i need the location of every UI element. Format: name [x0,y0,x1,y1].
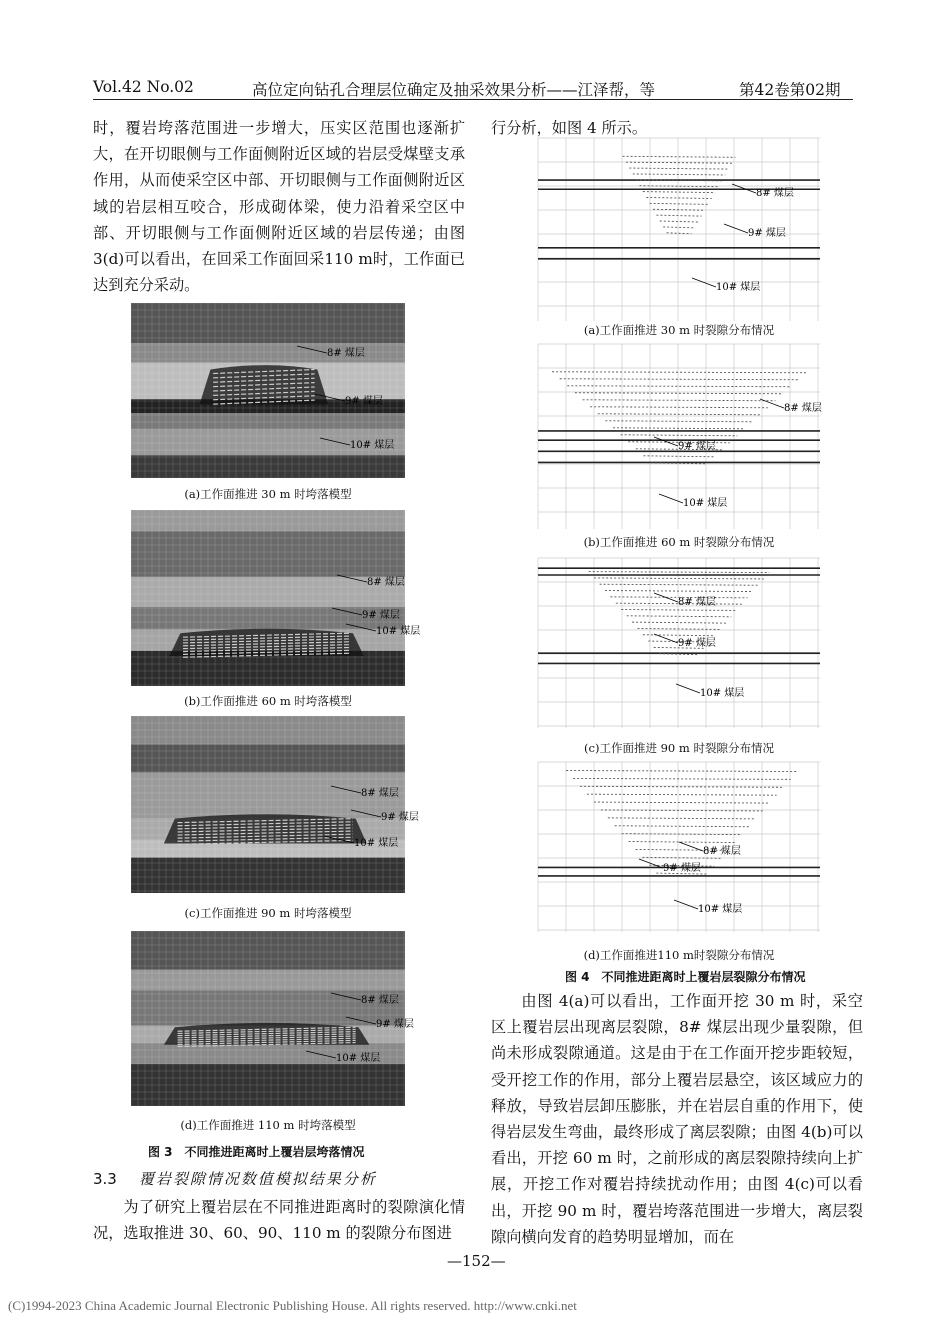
collapse-model-caption: (c)工作面推进 90 m 时垮落模型 [184,906,352,920]
seam-9-label: 9# 煤层 [663,863,701,874]
collapse-model-caption: (a)工作面推进 30 m 时垮落模型 [184,487,352,501]
running-title: 高位定向钻孔合理层位确定及抽采效果分析——江泽帮，等 [252,81,656,99]
seam-8-label: 8# 煤层 [703,846,741,857]
seam-10-label: 10# 煤层 [354,838,399,849]
collapse-model-image [131,510,421,686]
collapse-model-image [131,303,405,478]
journal-volume: Vol.42 No.02 [93,78,194,96]
crack-distribution-image [538,762,820,932]
seam-8-label: 8# 煤层 [784,403,822,414]
seam-9-label: 9# 煤层 [678,638,716,649]
right-top-text-line: 行分析，如图 4 所示。 [491,119,648,137]
seam-10-label: 10# 煤层 [350,440,395,451]
collapse-model-image [131,716,419,893]
seam-8-label: 8# 煤层 [367,577,405,588]
left-paragraph-text: 时，覆岩垮落范围进一步增大，压实区范围也逐渐扩大，在开切眼侧与工作面侧附近区域的岩层受煤壁支承作用，从而使采空区中部、开切眼侧与工作面侧附近区域的岩层相互咬合，形成砌体梁，使力沿着采空区中部、开切眼侧与工作面侧附近区域的岩层传递；由图3(d)可以看出，在回采工作面回采110 m时，工作面已达到充分采动。 [93,119,465,295]
journal-issue: 第42卷第02期 [739,81,841,99]
crack-distribution-caption: (c)工作面推进 90 m 时裂隙分布情况 [584,741,774,755]
section-paragraph-text: 为了研究上覆岩层在不同推进距离时的裂隙演化情况，选取推进 30、60、90、110 m 的裂隙分布图进 [93,1198,465,1243]
crack-distribution-image [538,138,820,321]
section-heading [93,1168,377,1189]
right-paragraph-text: 由图 4(a)可以看出，工作面开挖 30 m 时，采空区上覆岩层出现离层裂隙，8# 煤层出现少量裂隙，但尚未形成裂隙通道。这是由于在工作面开挖步距较短，受开挖工作的作用，部分上覆岩层悬空，该区域应力的释放，导致岩层卸压膨胀，并在岩层自重的作用下，使得岩层发生弯曲，最终形成了离层裂隙；由图 4(b)可以看出，开挖 60 m 时，之前形成的离层裂隙持续向上扩展，开挖工作对覆岩持续扰动作用；由图 4(c)可以看出，开挖 90 m 时，覆岩垮落范围进一步增大，离层裂隙向横向发育的趋势明显增加，而在 [491,992,863,1246]
section-title: 覆岩裂隙情况数值模拟结果分析 [138,1170,377,1188]
collapse-model-image [131,931,414,1106]
seam-10-label: 10# 煤层 [336,1053,381,1064]
header-rule [93,99,853,100]
seam-8-label: 8# 煤层 [756,188,794,199]
crack-distribution-caption: (b)工作面推进 60 m 时裂隙分布情况 [583,535,775,549]
seam-8-label: 8# 煤层 [678,597,716,608]
crack-distribution-caption: (a)工作面推进 30 m 时裂隙分布情况 [583,323,775,337]
page-number: —152— [447,1252,506,1270]
seam-10-label: 10# 煤层 [683,498,728,509]
crack-distribution-caption: (d)工作面推进110 m时裂隙分布情况 [583,948,775,962]
section-number: 3.3 [93,1170,117,1188]
seam-10-label: 10# 煤层 [700,688,745,699]
crack-distribution-image [538,558,820,728]
seam-10-label: 10# 煤层 [376,626,421,637]
seam-10-label: 10# 煤层 [716,282,761,293]
figure-4-title: 图 4 不同推进距离时上覆岩层裂隙分布情况 [565,970,806,984]
seam-9-label: 9# 煤层 [345,396,383,407]
crack-distribution-image [538,344,820,529]
seam-9-label: 9# 煤层 [381,812,419,823]
seam-10-label: 10# 煤层 [698,904,743,915]
seam-8-label: 8# 煤层 [327,348,365,359]
seam-9-label: 9# 煤层 [678,441,716,452]
right-paragraph [491,988,863,1250]
seam-8-label: 8# 煤层 [361,788,399,799]
seam-8-label: 8# 煤层 [361,995,399,1006]
section-paragraph [93,1194,465,1246]
seam-9-label: 9# 煤层 [362,610,400,621]
left-paragraph [93,115,465,298]
copyright-footer: (C)1994-2023 China Academic Journal Electronic Publishing House. All rights reserved. http://www.cnki.net [8,1298,577,1313]
collapse-model-caption: (d)工作面推进 110 m 时垮落模型 [180,1118,356,1132]
collapse-model-caption: (b)工作面推进 60 m 时垮落模型 [184,694,352,708]
seam-9-label: 9# 煤层 [376,1019,414,1030]
figure-3-title: 图 3 不同推进距离时上覆岩层垮落情况 [148,1145,365,1159]
seam-9-label: 9# 煤层 [748,228,786,239]
